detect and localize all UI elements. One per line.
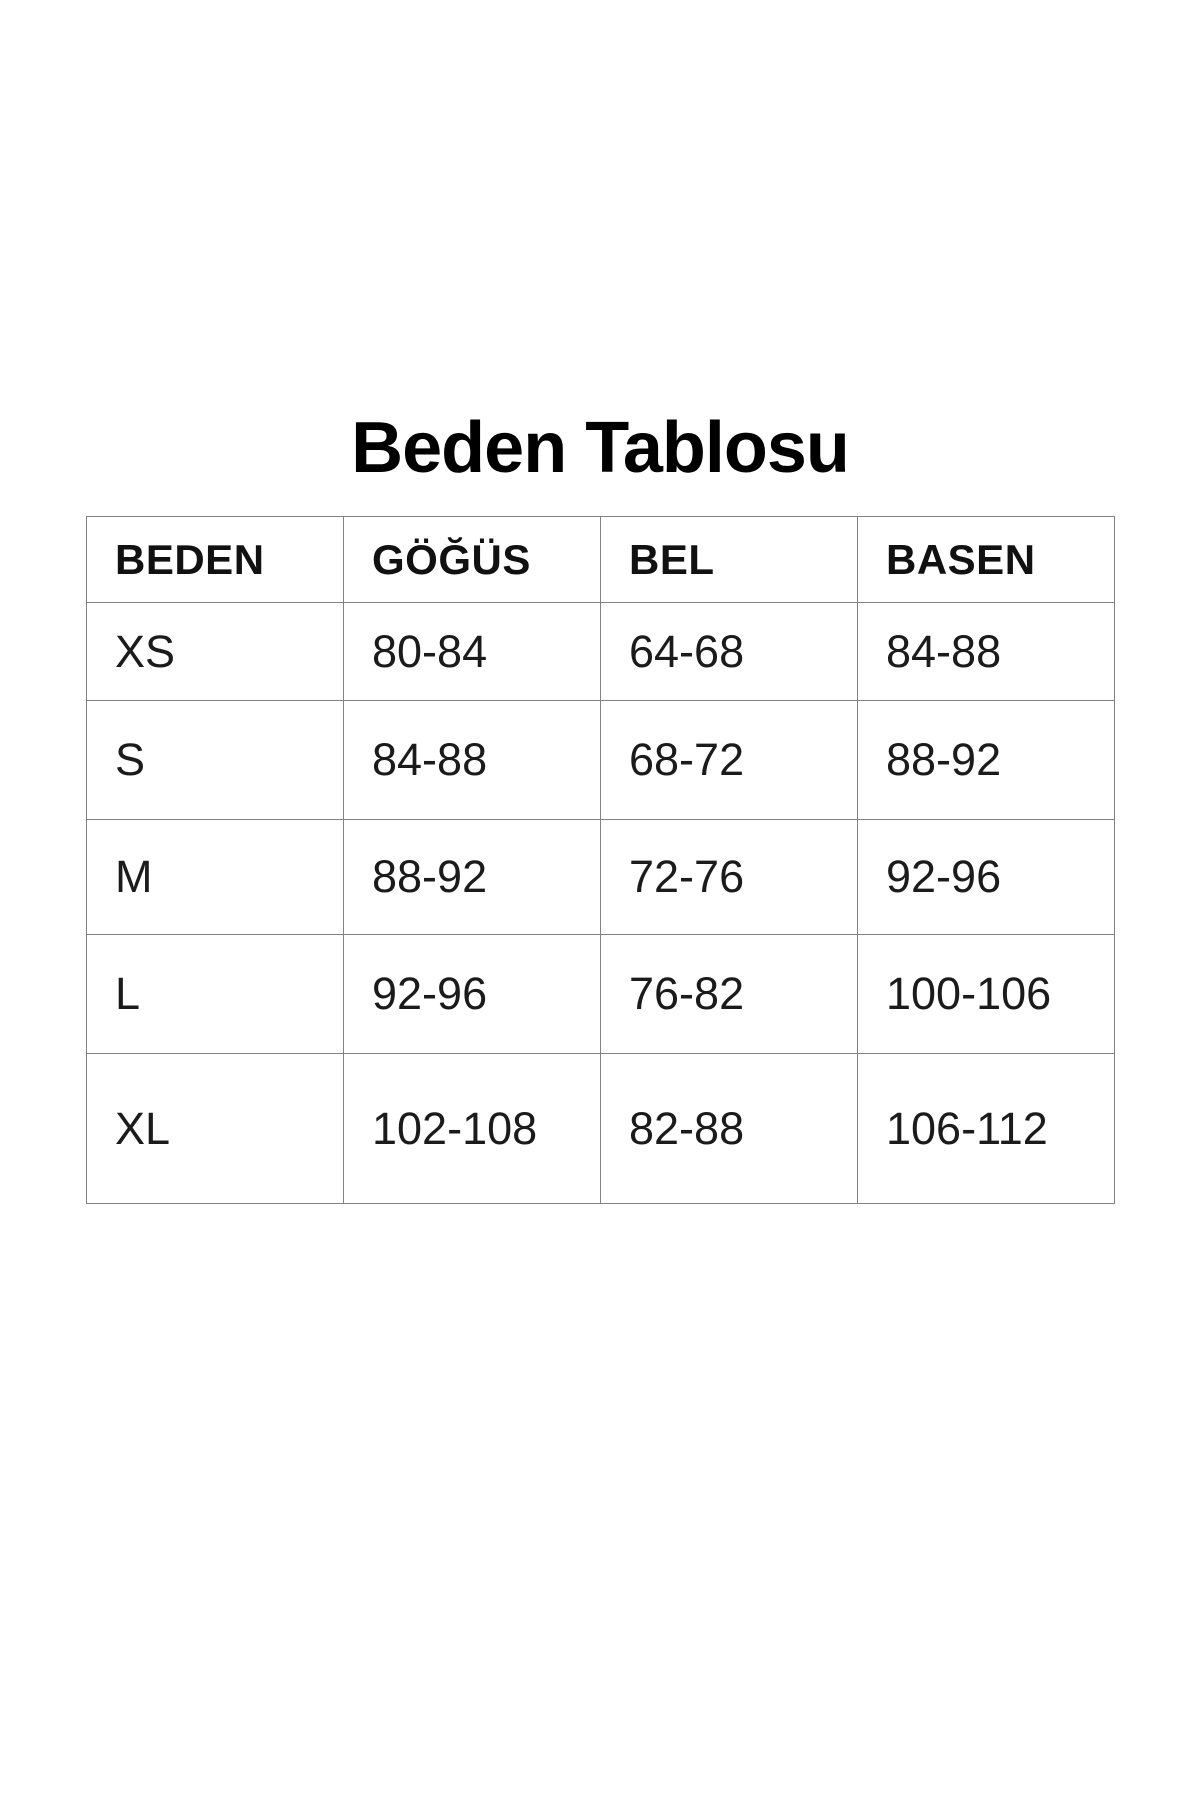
basen-value: 88-92	[858, 701, 1115, 820]
table-row-l	[87, 935, 1115, 1054]
column-header-basen: BASEN	[858, 517, 1115, 603]
bel-value: 64-68	[601, 603, 858, 701]
gogus-value: 84-88	[344, 701, 601, 820]
size-label: S	[87, 701, 344, 820]
table-row-m	[87, 820, 1115, 935]
table-row-xl	[87, 1054, 1115, 1204]
gogus-value: 92-96	[344, 935, 601, 1054]
column-header-gogus: GÖĞÜS	[344, 517, 601, 603]
header-row	[87, 517, 1115, 603]
bel-value: 82-88	[601, 1054, 858, 1204]
bel-value: 68-72	[601, 701, 858, 820]
basen-value: 106-112	[858, 1054, 1115, 1204]
column-header-bel: BEL	[601, 517, 858, 603]
size-table-header	[87, 517, 1115, 603]
page-title: Beden Tablosu	[351, 408, 849, 488]
table-row-xs	[87, 603, 1115, 701]
gogus-value: 102-108	[344, 1054, 601, 1204]
size-table-body	[87, 603, 1115, 1204]
gogus-value: 80-84	[344, 603, 601, 701]
bel-value: 72-76	[601, 820, 858, 935]
size-label: XS	[87, 603, 344, 701]
size-label: M	[87, 820, 344, 935]
column-header-beden: BEDEN	[87, 517, 344, 603]
size-table	[86, 516, 1115, 1204]
basen-value: 100-106	[858, 935, 1115, 1054]
bel-value: 76-82	[601, 935, 858, 1054]
table-row-s	[87, 701, 1115, 820]
basen-value: 92-96	[858, 820, 1115, 935]
size-label: XL	[87, 1054, 344, 1204]
gogus-value: 88-92	[344, 820, 601, 935]
size-label: L	[87, 935, 344, 1054]
basen-value: 84-88	[858, 603, 1115, 701]
